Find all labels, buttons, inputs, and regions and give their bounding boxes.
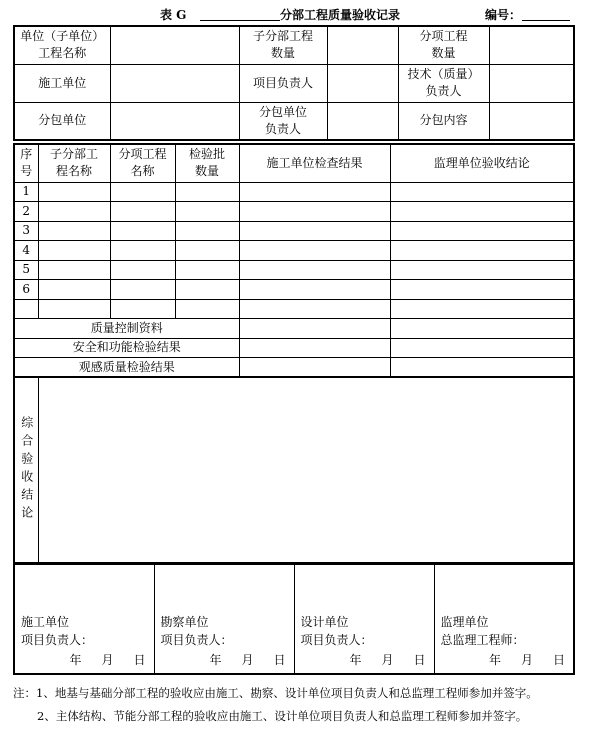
item-count-label: 分项工程 数量: [398, 26, 489, 64]
row-cell[interactable]: [390, 241, 574, 261]
number-label: 编号：: [485, 8, 522, 22]
sig-unit: 设计单位: [300, 615, 349, 629]
row-cell[interactable]: [110, 299, 175, 319]
project-info-table: [13, 25, 575, 141]
row-number: 5: [14, 260, 38, 280]
sig-person: 项目负责人：: [160, 633, 233, 647]
row-cell[interactable]: [239, 241, 390, 261]
quality-data-row: [14, 319, 574, 339]
title-underline: [200, 20, 280, 21]
quality-data-conclusion[interactable]: [390, 319, 574, 339]
row-cell[interactable]: [390, 202, 574, 222]
safety-check-row: [14, 338, 574, 358]
tech-manager-value[interactable]: [489, 64, 574, 102]
sig-date: 年 月 日: [69, 653, 150, 667]
quality-data-result[interactable]: [239, 319, 390, 339]
project-manager-value[interactable]: [327, 64, 398, 102]
constructor-value[interactable]: [110, 64, 239, 102]
row-cell[interactable]: [239, 221, 390, 241]
safety-check-label: 安全和功能检验结果: [14, 338, 239, 358]
row-number: 6: [14, 280, 38, 300]
conclusion-content[interactable]: [38, 377, 574, 563]
table-row: [14, 260, 574, 280]
row-cell[interactable]: [110, 260, 175, 280]
row-cell[interactable]: [390, 182, 574, 202]
table-row: [14, 299, 574, 319]
row-number: 2: [14, 202, 38, 222]
signature-table: [13, 563, 575, 675]
signature-design[interactable]: [294, 564, 434, 674]
tech-manager-label: 技术（质量） 负责人: [398, 64, 489, 102]
row-cell[interactable]: [38, 260, 110, 280]
note-2: 2、主体结构、节能分部工程的验收应由施工、设计单位项目负责人和总监理工程师参加并签字。: [37, 709, 528, 723]
row-cell[interactable]: [175, 202, 239, 222]
row-cell[interactable]: [38, 241, 110, 261]
appearance-check-row: [14, 358, 574, 378]
row-number: 1: [14, 182, 38, 202]
sig-unit: 监理单位: [440, 615, 489, 629]
sub-content-value[interactable]: [489, 102, 574, 140]
table-row: [14, 221, 574, 241]
sig-unit: 勘察单位: [160, 615, 209, 629]
sub-manager-value[interactable]: [327, 102, 398, 140]
conclusion-label-cell: [14, 377, 38, 563]
table-row: [14, 202, 574, 222]
sig-date: 年 月 日: [488, 653, 569, 667]
conclusion-row: [14, 377, 574, 563]
appearance-check-conclusion[interactable]: [390, 358, 574, 378]
row-cell[interactable]: [390, 299, 574, 319]
sig-date: 年 月 日: [209, 653, 290, 667]
row-cell[interactable]: [239, 280, 390, 300]
row-number: [14, 299, 38, 319]
col-header-item: 分项工程 名称: [110, 144, 175, 182]
signature-constructor[interactable]: [14, 564, 154, 674]
sig-person: 项目负责人：: [21, 633, 94, 647]
row-cell[interactable]: [110, 182, 175, 202]
conclusion-label: 综合验收结论: [19, 416, 34, 524]
row-cell[interactable]: [175, 221, 239, 241]
row-cell[interactable]: [175, 241, 239, 261]
row-cell[interactable]: [239, 202, 390, 222]
number-field[interactable]: [522, 20, 570, 21]
row-cell[interactable]: [110, 280, 175, 300]
row-cell[interactable]: [175, 182, 239, 202]
item-count-value[interactable]: [489, 26, 574, 64]
row-cell[interactable]: [239, 299, 390, 319]
sub-division-count-label: 子分部工程 数量: [239, 26, 327, 64]
col-header-seq: 序 号: [14, 144, 38, 182]
form-header: [0, 6, 596, 22]
row-cell[interactable]: [390, 221, 574, 241]
safety-check-result[interactable]: [239, 338, 390, 358]
table-row: [14, 182, 574, 202]
sub-content-label: 分包内容: [398, 102, 489, 140]
quality-data-label: 质量控制资料: [14, 319, 239, 339]
row-cell[interactable]: [390, 260, 574, 280]
table-header-row: [14, 144, 574, 182]
row-cell[interactable]: [110, 202, 175, 222]
row-cell[interactable]: [239, 182, 390, 202]
row-cell[interactable]: [175, 260, 239, 280]
row-cell[interactable]: [38, 280, 110, 300]
sub-division-count-value[interactable]: [327, 26, 398, 64]
unit-name-value[interactable]: [110, 26, 239, 64]
row-cell[interactable]: [390, 280, 574, 300]
appearance-check-label: 观感质量检验结果: [14, 358, 239, 378]
row-cell[interactable]: [38, 221, 110, 241]
row-number: 4: [14, 241, 38, 261]
col-header-constructor-result: 施工单位检查结果: [239, 144, 390, 182]
sig-date: 年 月 日: [349, 653, 430, 667]
sig-person: 项目负责人：: [300, 633, 373, 647]
col-header-sub-division: 子分部工 程名称: [38, 144, 110, 182]
appearance-check-result[interactable]: [239, 358, 390, 378]
table-label: 表 G: [160, 8, 187, 22]
row-cell[interactable]: [38, 182, 110, 202]
col-header-supervisor-conclusion: 监理单位验收结论: [390, 144, 574, 182]
row-cell[interactable]: [239, 260, 390, 280]
note-1: 注：1、地基与基础分部工程的验收应由施工、勘察、设计单位项目负责人和总监理工程师参加并签字。: [13, 686, 538, 700]
row-cell[interactable]: [38, 202, 110, 222]
row-cell[interactable]: [38, 299, 110, 319]
subcontractor-value[interactable]: [110, 102, 239, 140]
unit-name-label: 单位（子单位） 工程名称: [14, 26, 110, 64]
subcontractor-label: 分包单位: [14, 102, 110, 140]
sig-person: 总监理工程师：: [440, 633, 525, 647]
inspection-table: [13, 143, 575, 564]
table-row: [14, 241, 574, 261]
row-number: 3: [14, 221, 38, 241]
col-header-batch-count: 检验批 数量: [175, 144, 239, 182]
safety-check-conclusion[interactable]: [390, 338, 574, 358]
page-title: 分部工程质量验收记录: [280, 8, 401, 22]
constructor-label: 施工单位: [14, 64, 110, 102]
row-cell[interactable]: [110, 221, 175, 241]
project-manager-label: 项目负责人: [239, 64, 327, 102]
signature-supervisor[interactable]: [434, 564, 574, 674]
table-row: [14, 280, 574, 300]
signature-survey[interactable]: [154, 564, 294, 674]
row-cell[interactable]: [175, 299, 239, 319]
row-cell[interactable]: [175, 280, 239, 300]
sub-manager-label: 分包单位 负责人: [239, 102, 327, 140]
sig-unit: 施工单位: [21, 615, 70, 629]
row-cell[interactable]: [110, 241, 175, 261]
